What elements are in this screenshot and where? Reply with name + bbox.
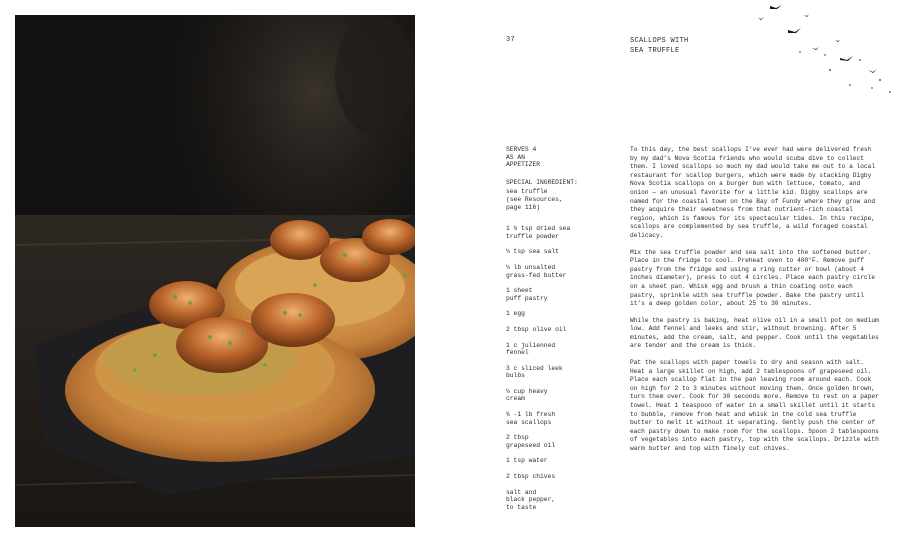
- instruction-paragraph: Pat the scallops with paper towels to dry and season with salt. Heat a large skillet on high, add 2 tablespoons of grapeseed oil. Place each scallop flat in the pan leaving room around each. Cook on high for 2 to 3 minutes without moving them. Once golden brown, turn them over. Cook for 30 seconds more. Remove to rest on a paper towel. Heat 1 teaspoon of water in a small skillet until it starts to bubble, remove from heat and whisk in the cold sea truffle butter to melt it without it separating. Gently push the center of each pastry down to make room for the scallops. Spoon 2 tablespoons of vegetables into each pastry, top with the scallops. Drizzle with warm butter and top with finely cut chives.: [630, 359, 879, 452]
- instruction-paragraph: Mix the sea truffle powder and sea salt into the softened butter. Place in the fridge to cool. Preheat oven to 400°F. Remove puff pastry from the fridge and using a ring cutter or bowl (about 4 inches diameter), press to cut 4 circles. Place each pastry circle on a sheet pan. Whisk egg and brush a thin coating onto each pastry, sprinkle with sea truffle powder. Bake the pastry until it’s a deep golden color, about 25 to 30 minutes.: [630, 248, 876, 308]
- special-ingredient: sea truffle (see Resources, page 116): [506, 188, 563, 211]
- serves-line-2: AS AN: [506, 153, 525, 161]
- recipe-photo: [15, 15, 415, 527]
- ingredient-item: 2 tbsp chives: [506, 473, 556, 481]
- serves-line-1: SERVES 4: [506, 146, 537, 153]
- ingredients-sidebar: [506, 146, 616, 511]
- ingredient-item: 2 tbsp grapeseed oil: [506, 434, 556, 449]
- ingredient-item: 1 tsp water: [506, 457, 548, 465]
- instruction-paragraph: While the pastry is baking, heat olive oil in a small pot on medium low. Add fennel and leeks and stir, without browning. After 5 minutes, add the cream, salt, and pepper. Cook until the vegetables are tender and the cream is thick.: [630, 316, 879, 350]
- scallop-tart-illustration: [15, 15, 415, 527]
- ingredient-item: 1 sheet puff pastry: [506, 287, 548, 302]
- intro-paragraph: To this day, the best scallops I’ve ever had were delivered fresh by my dad’s Nova Scotia friends who would scuba dive to collect them. I loved scallops so much my dad would take me out to a local restaurant for scallop burgers, which were made by stacking Digby Nova Scotia scallops on a burger bun with lettuce, tomato, and onion — an unusual favorite for a little kid. Digby scallops are named for the coastal town on the Bay of Fundy where they grow and they acquire their sweetness from that nutrient-rich coastal region, which is famous for its spectacular tides. In this recipe, scallops are complemented by sea truffle, a wild foraged coastal delicacy.: [630, 146, 876, 239]
- recipe-title: [630, 36, 750, 56]
- ingredient-item: ¾ -1 lb fresh sea scallops: [506, 411, 556, 426]
- ingredient-item: ¼ cup heavy cream: [506, 387, 548, 403]
- recipe-title-line-1: SCALLOPS WITH: [630, 37, 689, 45]
- page-number: 37: [506, 36, 516, 44]
- ingredient-item: 2 tbsp olive oil: [506, 325, 567, 333]
- ingredient-item: 3 c sliced leek bulbs: [506, 364, 563, 380]
- recipe-title-line-2: SEA TRUFFLE: [630, 47, 680, 55]
- birds-illustration: [740, 0, 901, 100]
- ingredient-item: 1 c julienned fennel: [506, 341, 556, 357]
- serves-info: [506, 146, 616, 169]
- special-ingredient-heading: SPECIAL INGREDIENT:: [506, 178, 578, 186]
- ingredient-item: ¼ tsp sea salt: [506, 248, 559, 256]
- ingredient-item: 1 ¼ tsp dried sea truffle powder: [506, 225, 571, 240]
- ingredient-item: ¼ lb unsalted grass-fed butter: [506, 263, 567, 279]
- recipe-body: [630, 146, 880, 462]
- ingredient-item: salt and black pepper, to taste: [506, 488, 556, 511]
- serves-line-3: APPETIZER: [506, 161, 541, 169]
- ingredient-item: 1 egg: [506, 310, 525, 318]
